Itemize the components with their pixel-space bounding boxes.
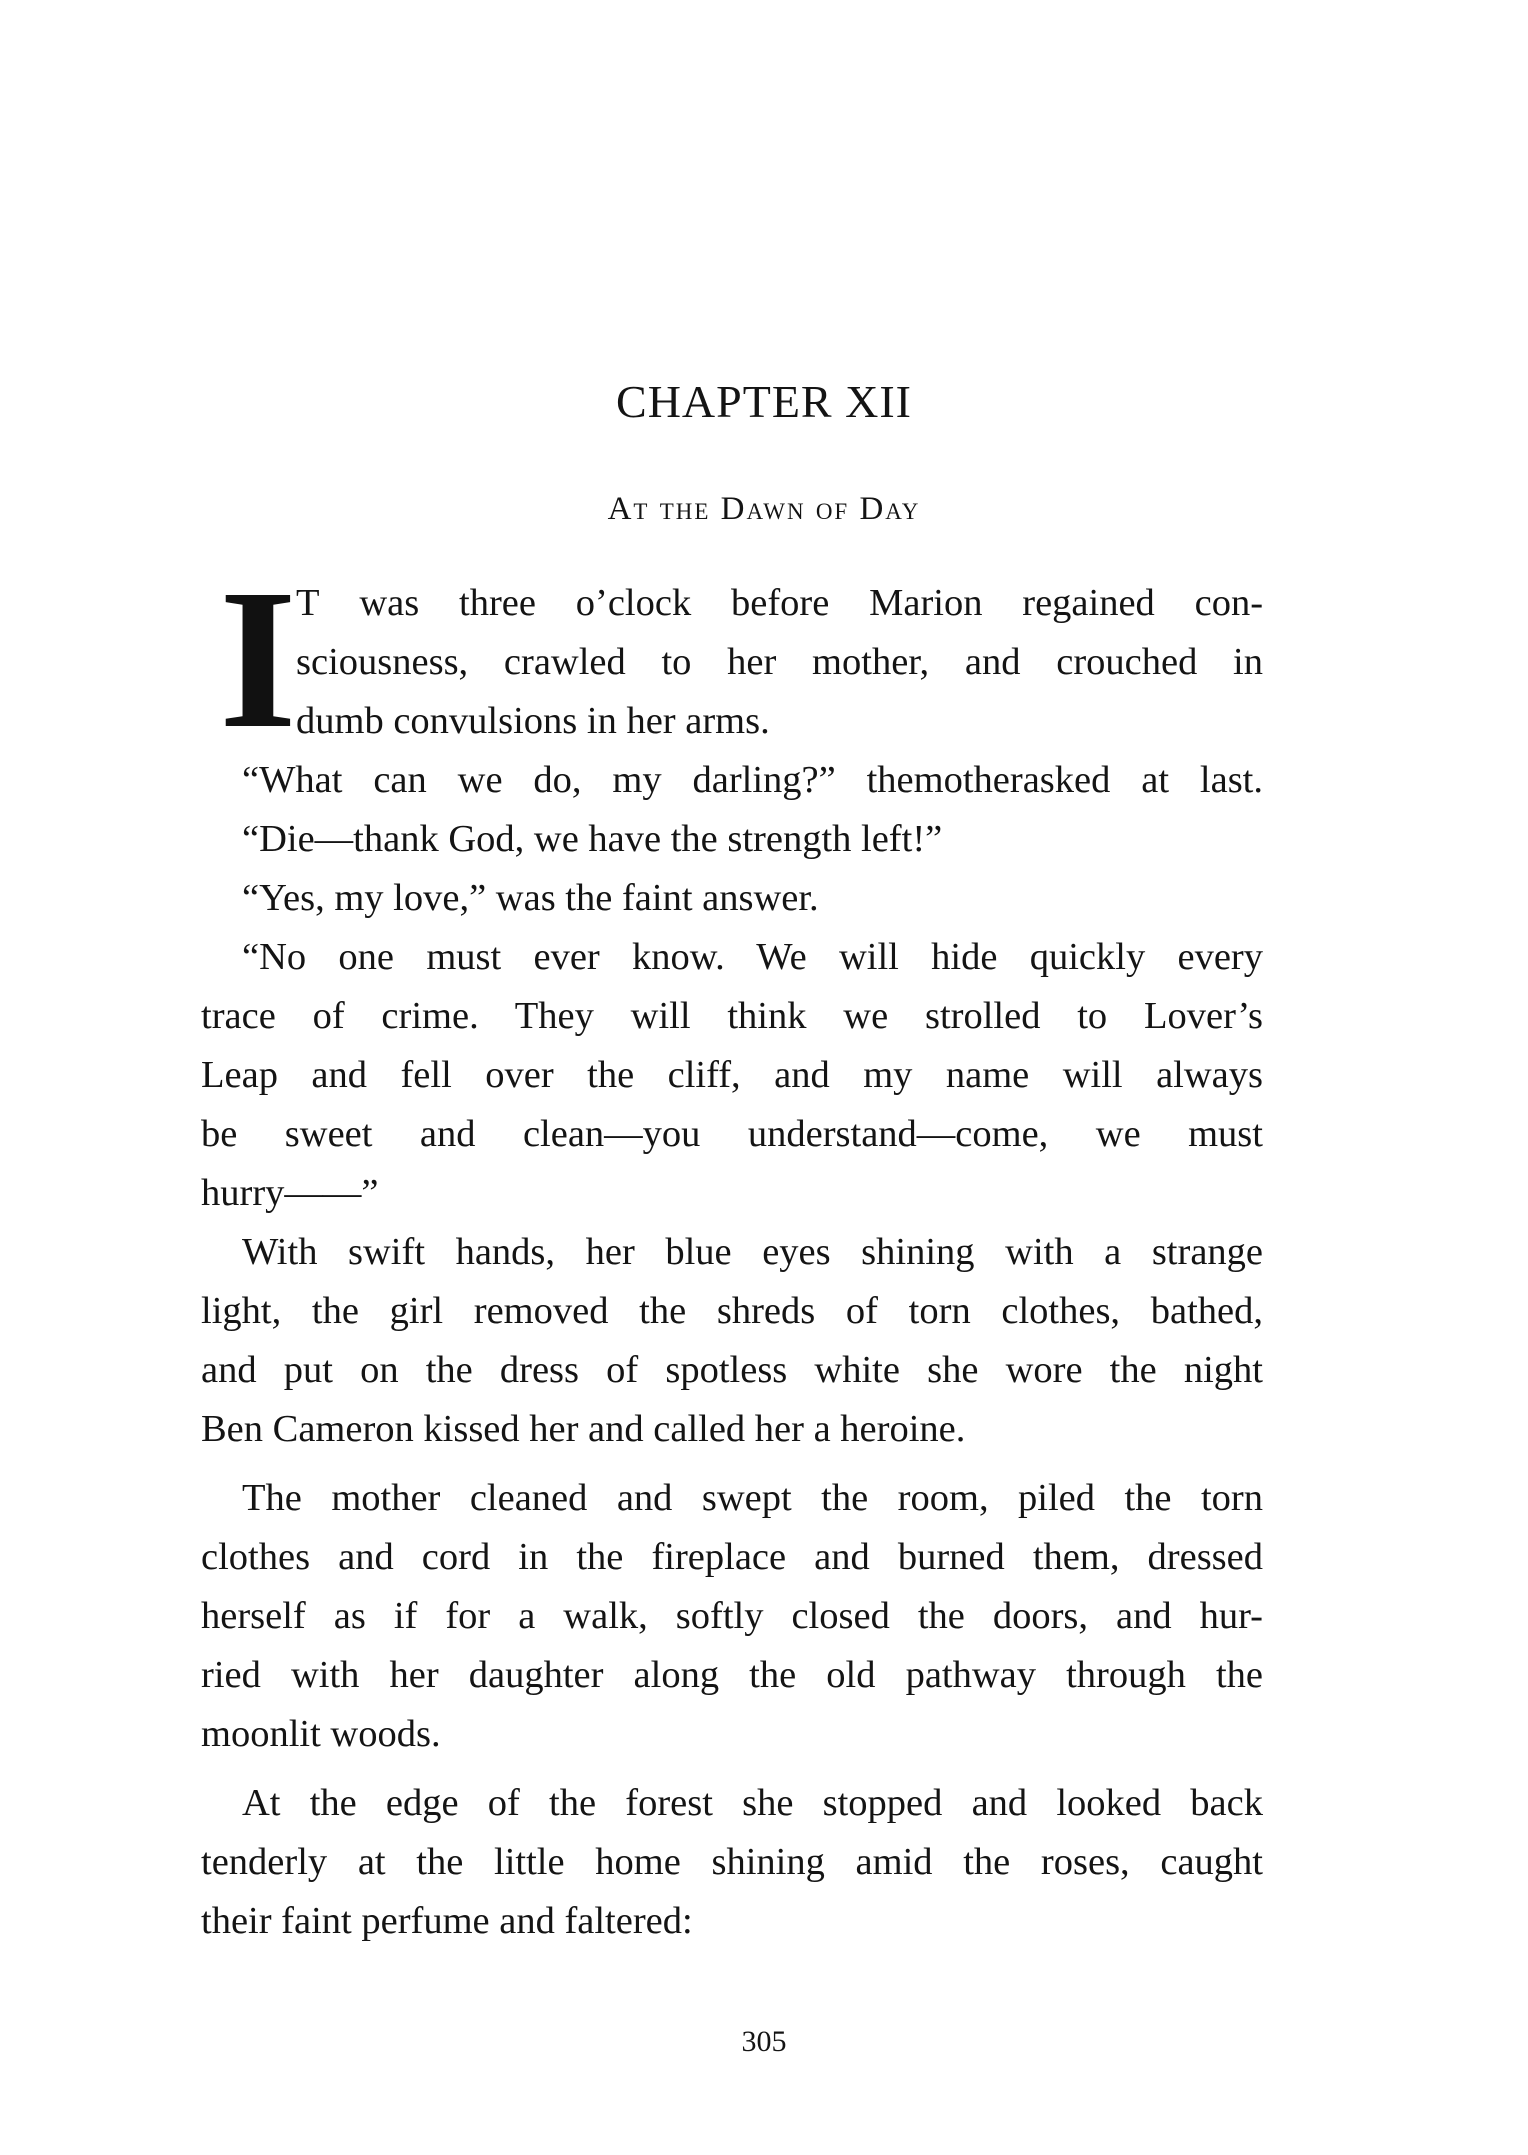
text-line: and put on the dress of spotless white she wore the night: [201, 1349, 1263, 1391]
text-line: sciousness, crawled to her mother, and crouched in: [296, 641, 1263, 683]
text-line: dumb convulsions in her arms.: [296, 700, 770, 742]
chapter-heading: CHAPTER XII: [616, 376, 912, 427]
text-line: their faint perfume and faltered:: [201, 1900, 693, 1942]
text-line: Ben Cameron kissed her and called her a heroine.: [201, 1408, 966, 1450]
text-line: “Die—thank God, we have the strength left!”: [242, 818, 943, 860]
text-line: moonlit woods.: [201, 1713, 441, 1755]
text-line: With swift hands, her blue eyes shining with a strange: [242, 1231, 1263, 1273]
chapter-body: [201, 574, 1263, 1951]
text-line-content: was three o’clock before Marion regained con-: [359, 582, 1264, 624]
text-line: hurry——”: [201, 1172, 379, 1214]
text-line: herself as if for a walk, softly closed the doors, and hur-: [201, 1595, 1263, 1637]
drop-cap-rest: T: [296, 582, 320, 624]
text-line: “No one must ever know. We will hide quickly every: [242, 936, 1263, 978]
text-line: Leap and fell over the cliff, and my name will always: [201, 1054, 1263, 1096]
text-line: clothes and cord in the fireplace and burned them, dressed: [201, 1536, 1263, 1578]
text-line: light, the girl removed the shreds of torn clothes, bathed,: [201, 1290, 1263, 1332]
text-line: ried with her daughter along the old pathway through the: [201, 1654, 1263, 1696]
drop-cap: I: [219, 549, 297, 770]
text-line: tenderly at the little home shining amid the roses, caught: [201, 1841, 1263, 1883]
text-line: “Yes, my love,” was the faint answer.: [242, 877, 819, 919]
page-number: 305: [741, 2025, 787, 2058]
text-line: [201, 574, 1263, 633]
chapter-title: At the Dawn of Day: [607, 491, 921, 527]
text-line: At the edge of the forest she stopped and looked back: [242, 1782, 1263, 1824]
text-line: be sweet and clean—you understand—come, we must: [201, 1113, 1263, 1155]
text-line: “What can we do, my darling?” themotherasked at last.: [242, 759, 1263, 801]
text-line: trace of crime. They will think we strolled to Lover’s: [201, 995, 1263, 1037]
text-line: The mother cleaned and swept the room, piled the torn: [242, 1477, 1263, 1519]
